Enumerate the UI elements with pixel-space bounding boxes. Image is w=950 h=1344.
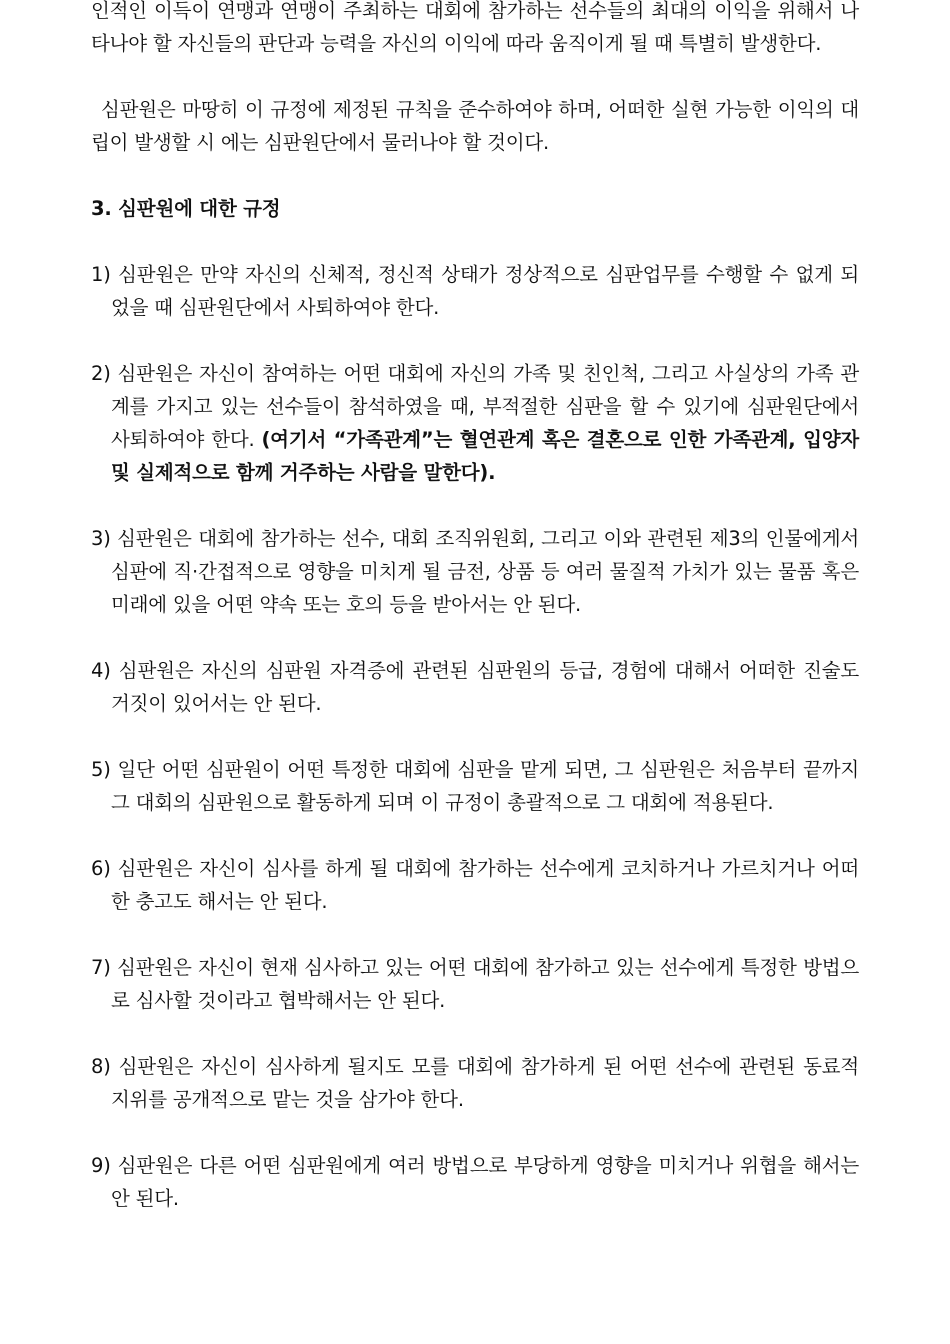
rule-item-4: 4) 심판원은 자신의 심판원 자격증에 관련된 심판원의 등급, 경험에 대해서 어떠한 진술도 거짓이 있어서는 안 된다. [91,659,859,715]
intro-paragraph-2: 심판원은 마땅히 이 규정에 제정된 규칙을 준수하여야 하며, 어떠한 실현 가능한 이익의 대립이 발생할 시 에는 심판원단에서 물러나야 할 것이다. [91,98,859,154]
spacer [91,225,859,258]
intro-paragraph-1: 인적인 이득이 연맹과 연맹이 주최하는 대회에 참가하는 선수들의 최대의 이익을 위해서 나타나야 할 자신들의 판단과 능력을 자신의 이익에 따라 움직이게 될 때 특별히 발생한다. [91,0,859,55]
spacer [91,324,859,357]
rule-item-2-text: 2) 심판원은 자신이 참여하는 어떤 대회에 자신의 가족 및 친인척, 그리고 사실상의 가족 관계를 가지고 있는 선수들이 참석하였을 때, 부적절한 심판을 할 수 있기에 심판원단에서 사퇴하여야 한다. [91,362,859,451]
spacer [91,918,859,951]
spacer [91,621,859,654]
spacer [91,1017,859,1050]
spacer [91,60,859,93]
spacer [91,489,859,522]
document-page [91,0,859,1215]
rule-item-9: 9) 심판원은 다른 어떤 심판원에게 여러 방법으로 부당하게 영향을 미치거나 위협을 해서는 안 된다. [91,1154,859,1210]
rule-item-1: 1) 심판원은 만약 자신의 신체적, 정신적 상태가 정상적으로 심판업무를 수행할 수 없게 되었을 때 심판원단에서 사퇴하여야 한다. [91,263,859,319]
rule-item-5: 5) 일단 어떤 심판원이 어떤 특정한 대회에 심판을 맡게 되면, 그 심판원은 처음부터 끝까지 그 대회의 심판원으로 활동하게 되며 이 규정이 총괄적으로 그 대회에 적용된다. [91,758,859,814]
section-heading: 3. 심판원에 대한 규정 [91,197,281,220]
rule-item-2 [91,357,859,489]
rule-item-7: 7) 심판원은 자신이 현재 심사하고 있는 어떤 대회에 참가하고 있는 선수에게 특정한 방법으로 심사할 것이라고 협박해서는 안 된다. [91,956,859,1012]
spacer [91,159,859,192]
rule-item-8: 8) 심판원은 자신이 심사하게 될지도 모를 대회에 참가하게 된 어떤 선수에 관련된 동료적 지위를 공개적으로 맡는 것을 삼가야 한다. [91,1055,859,1111]
rule-item-3: 3) 심판원은 대회에 참가하는 선수, 대회 조직위원회, 그리고 이와 관련된 제3의 인물에게서 심판에 직·간접적으로 영향을 미치게 될 금전, 상품 등 여러 물질적 가치가 있는 물품 혹은 미래에 있을 어떤 약속 또는 호의 등을 받아서는 안 된다. [91,527,859,616]
rule-item-2-emphasis: (여기서 “가족관계”는 혈연관계 혹은 결혼으로 인한 가족관계, 입양자 및 실제적으로 함께 거주하는 사람을 말한다). [111,428,859,484]
spacer [91,720,859,753]
spacer [91,819,859,852]
spacer [91,1116,859,1149]
rule-item-6: 6) 심판원은 자신이 심사를 하게 될 대회에 참가하는 선수에게 코치하거나 가르치거나 어떠한 충고도 해서는 안 된다. [91,857,859,913]
